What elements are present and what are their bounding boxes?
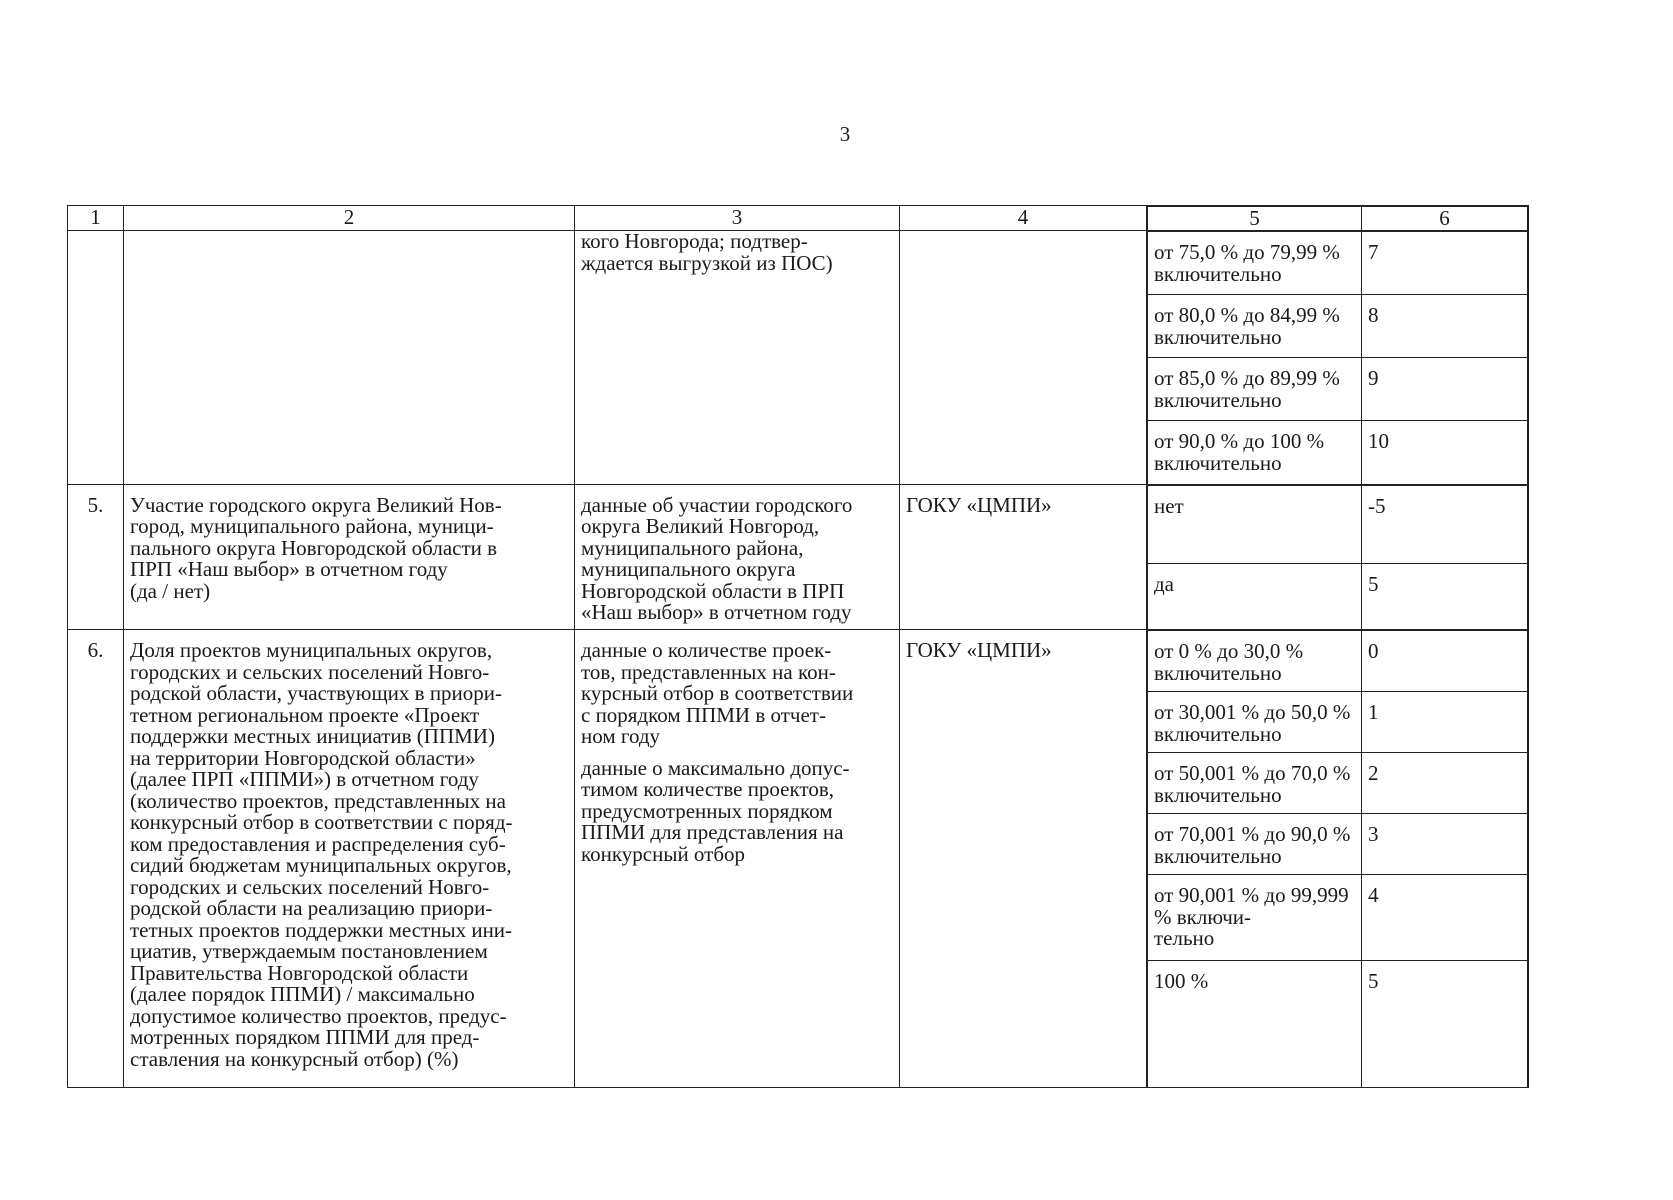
criterion-range: от 50,001 % до 70,0 % включительно (1148, 753, 1362, 814)
responsible-cell (900, 231, 1147, 485)
scoring-cell (1147, 630, 1529, 1088)
indicator-cell: Участие городского округа Великий Нов- город, муниципального района, муници- пального округа Новгородской области в ПРП «Наш выбор» в отчетном году (да / нет) (124, 484, 575, 630)
responsible-cell: ГОКУ «ЦМПИ» (900, 484, 1147, 630)
source-paragraph: данные о количестве проек- тов, представленных на кон- курсный отбор в соответствии с порядком ППМИ в отчет- ном году (581, 638, 854, 748)
column-number-3: 3 (575, 206, 900, 231)
criterion-range: 100 % (1148, 961, 1362, 1087)
criterion-range: от 0 % до 30,0 % включительно (1148, 631, 1362, 692)
column-number-1: 1 (68, 206, 124, 231)
column-number-2: 2 (124, 206, 575, 231)
indicator-cell: Доля проектов муниципальных округов, городских и сельских поселений Новго- родской области, участвующих в приори- тетном региональном проекте «Проект поддержки местных инициатив (ППМИ) на территории Новгородской области» (далее ПРП «ППМИ») в отчетном году (количество проектов, представленных на конкурсный отбор в соответствии с поряд- ком предоставления и распределения суб- сидий бюджетам муниципальных округов, городских и сельских поселений Новго- родской области на реализацию приори- тетных проектов поддержки местных ини- циатив, утверждаемым постановлением Правительства Новгородской области (далее порядок ППМИ) / максимально допустимое количество проектов, предус- мотренных порядком ППМИ для пред- ставления на конкурсный отбор) (%) (124, 630, 575, 1088)
scoring-cell (1147, 231, 1529, 485)
criterion-range: от 90,001 % до 99,999 % включи- тельно (1148, 875, 1362, 961)
source-cell (575, 630, 900, 1088)
criterion-range: от 70,001 % до 90,0 % включительно (1148, 814, 1362, 875)
criterion-range: от 90,0 % до 100 % включительно (1148, 421, 1362, 484)
criteria-table (67, 205, 1529, 1088)
row-number (68, 231, 124, 485)
criterion-range: от 85,0 % до 89,99 % включительно (1148, 358, 1362, 421)
column-number-5-6 (1147, 206, 1529, 231)
criterion-range: от 80,0 % до 84,99 % включительно (1148, 295, 1362, 358)
criterion-score: 8 (1362, 295, 1528, 358)
criterion-range: да (1148, 563, 1362, 629)
indicator-cell (124, 231, 575, 485)
column-number-5: 5 (1148, 207, 1362, 231)
table-row-5 (68, 484, 1529, 630)
criterion-score: 5 (1362, 563, 1528, 629)
row-number: 6. (68, 630, 124, 1088)
criterion-range: от 30,001 % до 50,0 % включительно (1148, 692, 1362, 753)
criterion-score: 2 (1362, 753, 1528, 814)
criterion-score: 9 (1362, 358, 1528, 421)
criterion-score: 1 (1362, 692, 1528, 753)
criterion-range: от 75,0 % до 79,99 % включительно (1148, 232, 1362, 295)
source-cell: кого Новгорода; подтвер- ждается выгрузкой из ПОС) (575, 231, 900, 485)
responsible-cell: ГОКУ «ЦМПИ» (900, 630, 1147, 1088)
column-number-row (68, 206, 1529, 231)
source-paragraph: данные о максимально допус- тимом количестве проектов, предусмотренных порядком ППМИ для представления на конкурсный отбор (581, 755, 850, 866)
page-number: 3 (839, 122, 851, 146)
criterion-score: -5 (1362, 485, 1528, 563)
criterion-score: 0 (1362, 631, 1528, 692)
row-number: 5. (68, 484, 124, 630)
scoring-cell (1147, 484, 1529, 630)
table-row-continuation (68, 231, 1529, 485)
criterion-score: 4 (1362, 875, 1528, 961)
table-row-6 (68, 630, 1529, 1088)
criterion-score: 5 (1362, 961, 1528, 1087)
source-cell: данные об участии городского округа Великий Новгород, муниципального района, муниципального округа Новгородской области в ПРП «Наш выбор» в отчетном году (575, 484, 900, 630)
criterion-score: 3 (1362, 814, 1528, 875)
criterion-range: нет (1148, 485, 1362, 563)
column-number-4: 4 (900, 206, 1147, 231)
criterion-score: 10 (1362, 421, 1528, 484)
criterion-score: 7 (1362, 232, 1528, 295)
column-number-6: 6 (1362, 207, 1528, 231)
